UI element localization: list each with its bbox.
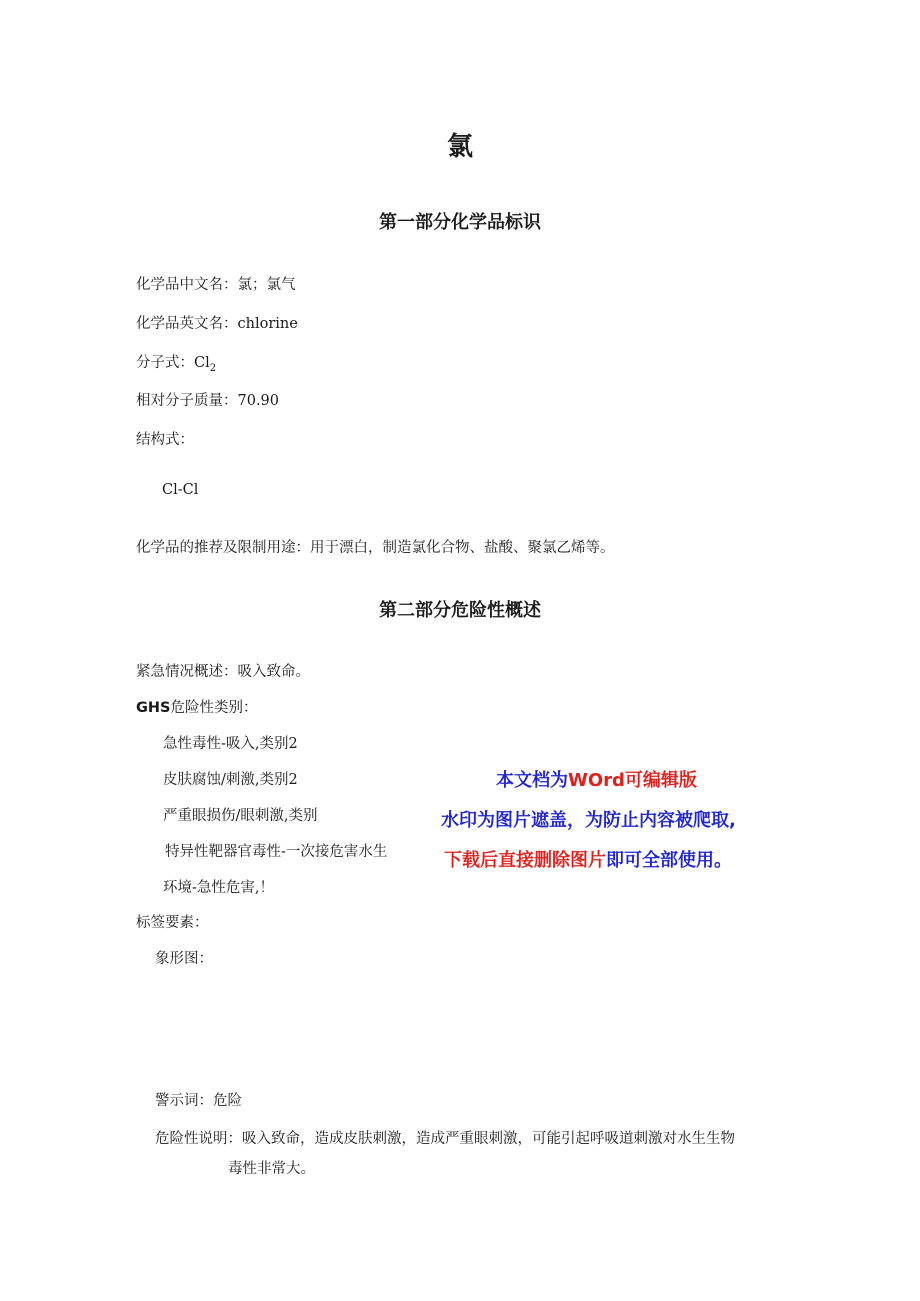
document-title: 氯 xyxy=(446,132,473,162)
hazard-statement-continuation: 毒性非常大。 xyxy=(228,1161,315,1177)
watermark-line-3 xyxy=(444,846,732,872)
ghs-prefix: GHS xyxy=(136,700,171,716)
emergency-overview-line: 紧急情况概述：吸入致命。 xyxy=(136,664,310,680)
hazard-category-item: 严重眼损伤/眼刺激,类别 xyxy=(163,808,318,824)
watermark-line-1 xyxy=(496,766,697,792)
english-name-line: 化学品英文名：chlorine xyxy=(136,316,298,332)
molecular-formula-subscript: 2 xyxy=(209,362,217,374)
molecular-formula-label: 分子式：Cl xyxy=(136,355,210,371)
hazard-statement-line: 危险性说明：吸入致命，造成皮肤刺激，造成严重眼刺激，可能引起呼吸道刺激对水生生物 xyxy=(155,1131,735,1147)
watermark-line-2: 水印为图片遮盖，为防止内容被爬取, xyxy=(441,810,736,831)
signal-word-line: 警示词：危险 xyxy=(155,1093,242,1109)
hazard-category-item: 特异性靶器官毒性-一次接危害水生 xyxy=(165,844,388,860)
watermark-text-red: WOrd xyxy=(568,770,625,791)
watermark-text-red: 可编辑版 xyxy=(624,770,697,791)
hazard-category-item: 急性毒性-吸入,类别2 xyxy=(163,736,298,752)
pictogram-label: 象形图： xyxy=(155,951,213,967)
watermark-text-blue: 即可全部使用。 xyxy=(606,850,732,871)
watermark-text-red: 下载后直接删除图片 xyxy=(444,850,606,871)
ghs-label-text: 危险性类别： xyxy=(170,700,258,716)
chinese-name-line: 化学品中文名：氯；氯气 xyxy=(136,277,296,293)
section-heading-identification: 第一部分化学品标识 xyxy=(379,212,541,233)
ghs-category-label xyxy=(136,696,257,717)
recommended-usage-line: 化学品的推荐及限制用途：用于漂白，制造氯化合物、盐酸、聚氯乙烯等。 xyxy=(136,540,615,556)
structure-label: 结构式： xyxy=(136,432,194,448)
section-heading-hazards: 第二部分危险性概述 xyxy=(379,600,541,621)
structure-formula: Cl-Cl xyxy=(162,482,199,498)
watermark-text-blue: 本文档为 xyxy=(496,770,568,791)
label-elements-line: 标签要素： xyxy=(136,915,209,931)
molecular-mass-line: 相对分子质量：70.90 xyxy=(136,393,280,409)
molecular-formula-line xyxy=(136,351,216,374)
hazard-category-item: 环境-急性危害,！ xyxy=(163,880,275,896)
hazard-category-item: 皮肤腐蚀/刺激,类别2 xyxy=(163,772,298,788)
